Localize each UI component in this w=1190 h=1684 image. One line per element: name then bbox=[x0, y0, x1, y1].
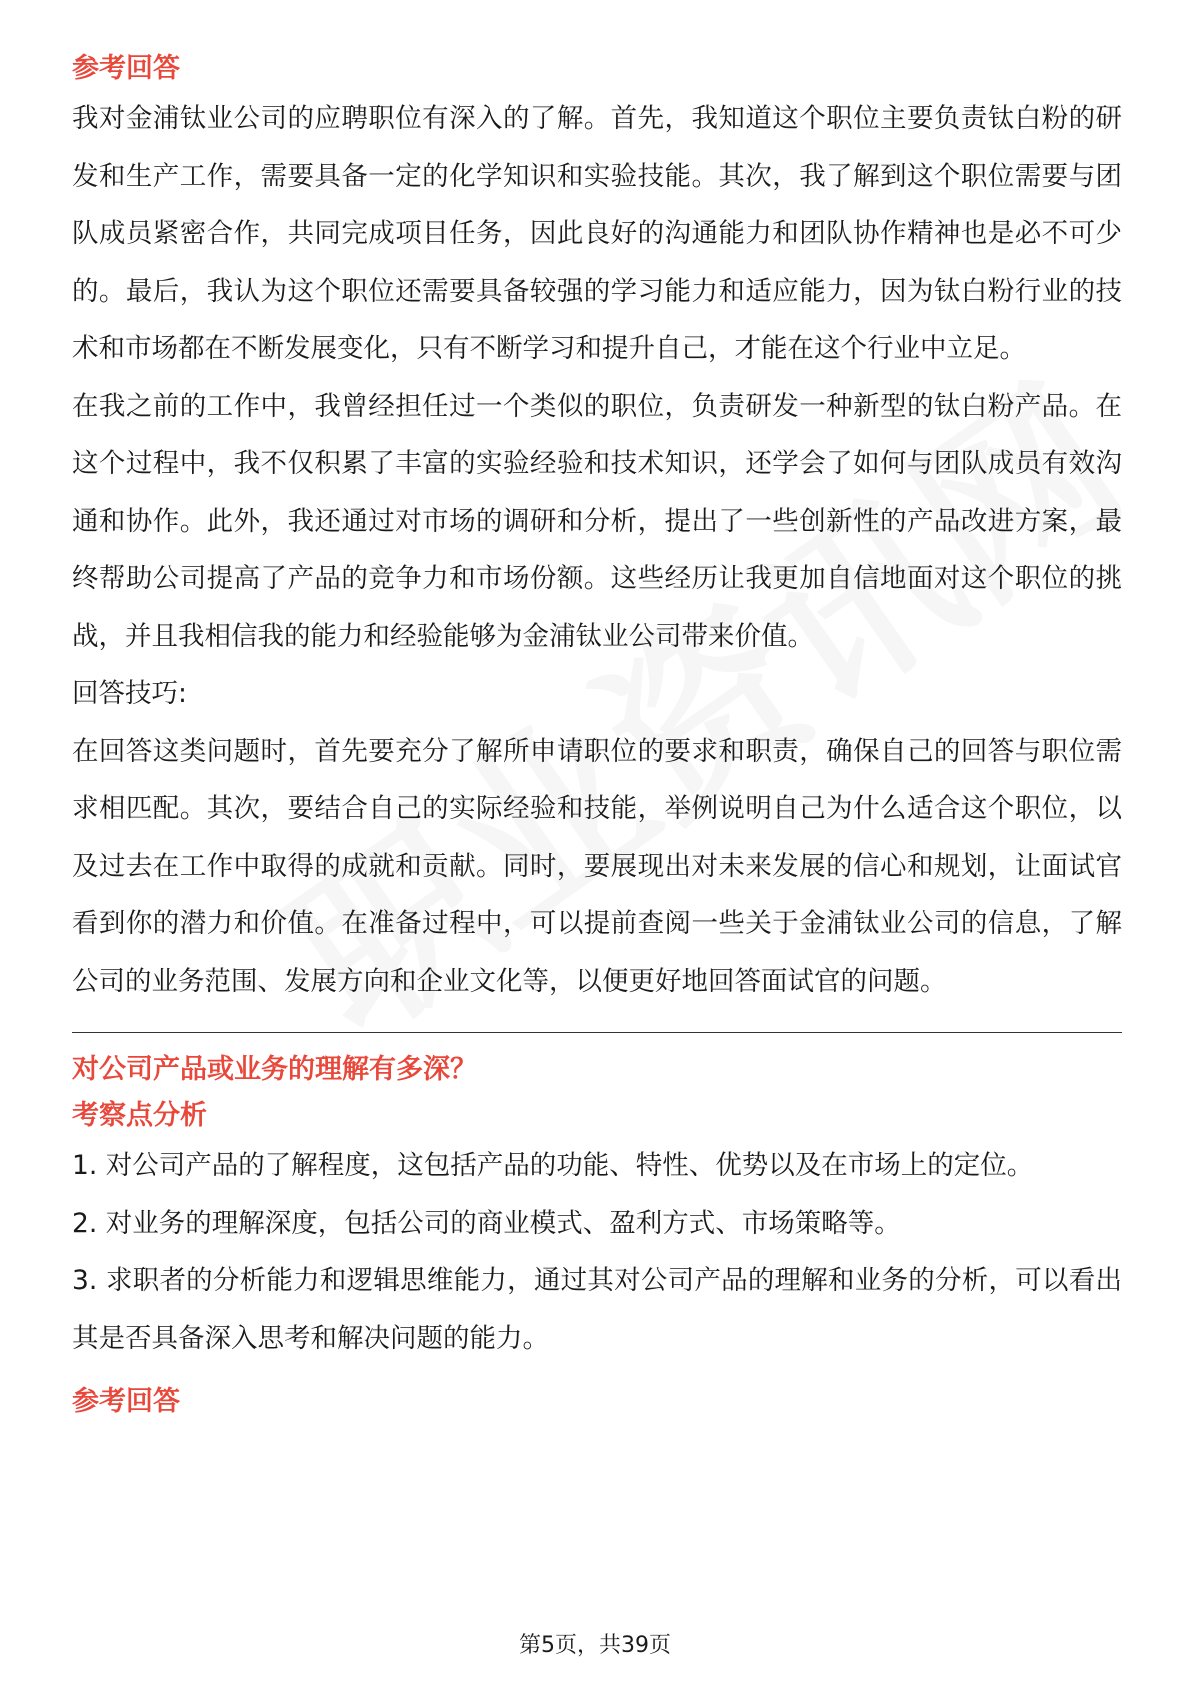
analysis-heading: 考察点分析 bbox=[72, 1100, 207, 1131]
page-content bbox=[72, 48, 1122, 1423]
section-divider bbox=[72, 1032, 1122, 1033]
tips-label: 回答技巧: bbox=[72, 678, 187, 709]
reference-answer-heading-2: 参考回答 bbox=[72, 1386, 180, 1417]
answer-paragraph-2: 在我之前的工作中，我曾经担任过一个类似的职位，负责研发一种新型的钛白粉产品。在这个过程中，我不仅积累了丰富的实验经验和技术知识，还学会了如何与团队成员有效沟通和协作。此外，我还通过对市场的调研和分析，提出了一些创新性的产品改进方案，最终帮助公司提高了产品的竞争力和市场份额。这些经历让我更加自信地面对这个职位的挑战，并且我相信我的能力和经验能够为金浦钛业公司带来价值。 bbox=[72, 390, 1122, 652]
analysis-point-1: 1. 对公司产品的了解程度，这包括产品的功能、特性、优势以及在市场上的定位。 bbox=[72, 1150, 1034, 1181]
tips-paragraph: 在回答这类问题时，首先要充分了解所申请职位的要求和职责，确保自己的回答与职位需求相匹配。其次，要结合自己的实际经验和技能，举例说明自己为什么适合这个职位，以及过去在工作中取得的成就和贡献。同时，要展现出对未来发展的信心和规划，让面试官看到你的潜力和价值。在准备过程中，可以提前查阅一些关于金浦钛业公司的信息，了解公司的业务范围、发展方向和企业文化等，以便更好地回答面试官的问题。 bbox=[72, 735, 1122, 997]
page-number: 第5页，共39页 bbox=[519, 1633, 671, 1658]
analysis-point-2: 2. 对业务的理解深度，包括公司的商业模式、盈利方式、市场策略等。 bbox=[72, 1207, 901, 1239]
answer-paragraph-1: 我对金浦钛业公司的应聘职位有深入的了解。首先，我知道这个职位主要负责钛白粉的研发和生产工作，需要具备一定的化学知识和实验技能。其次，我了解到这个职位需要与团队成员紧密合作，共同完成项目任务，因此良好的沟通能力和团队协作精神也是必不可少的。最后，我认为这个职位还需要具备较强的学习能力和适应能力，因为钛白粉行业的技术和市场都在不断发展变化，只有不断学习和提升自己，才能在这个行业中立足。 bbox=[72, 103, 1122, 364]
reference-answer-heading: 参考回答 bbox=[72, 53, 180, 84]
analysis-point-3: 3. 求职者的分析能力和逻辑思维能力，通过其对公司产品的理解和业务的分析，可以看出其是否具备深入思考和解决问题的能力。 bbox=[72, 1265, 1122, 1354]
question-title: 对公司产品或业务的理解有多深？ bbox=[72, 1054, 477, 1085]
